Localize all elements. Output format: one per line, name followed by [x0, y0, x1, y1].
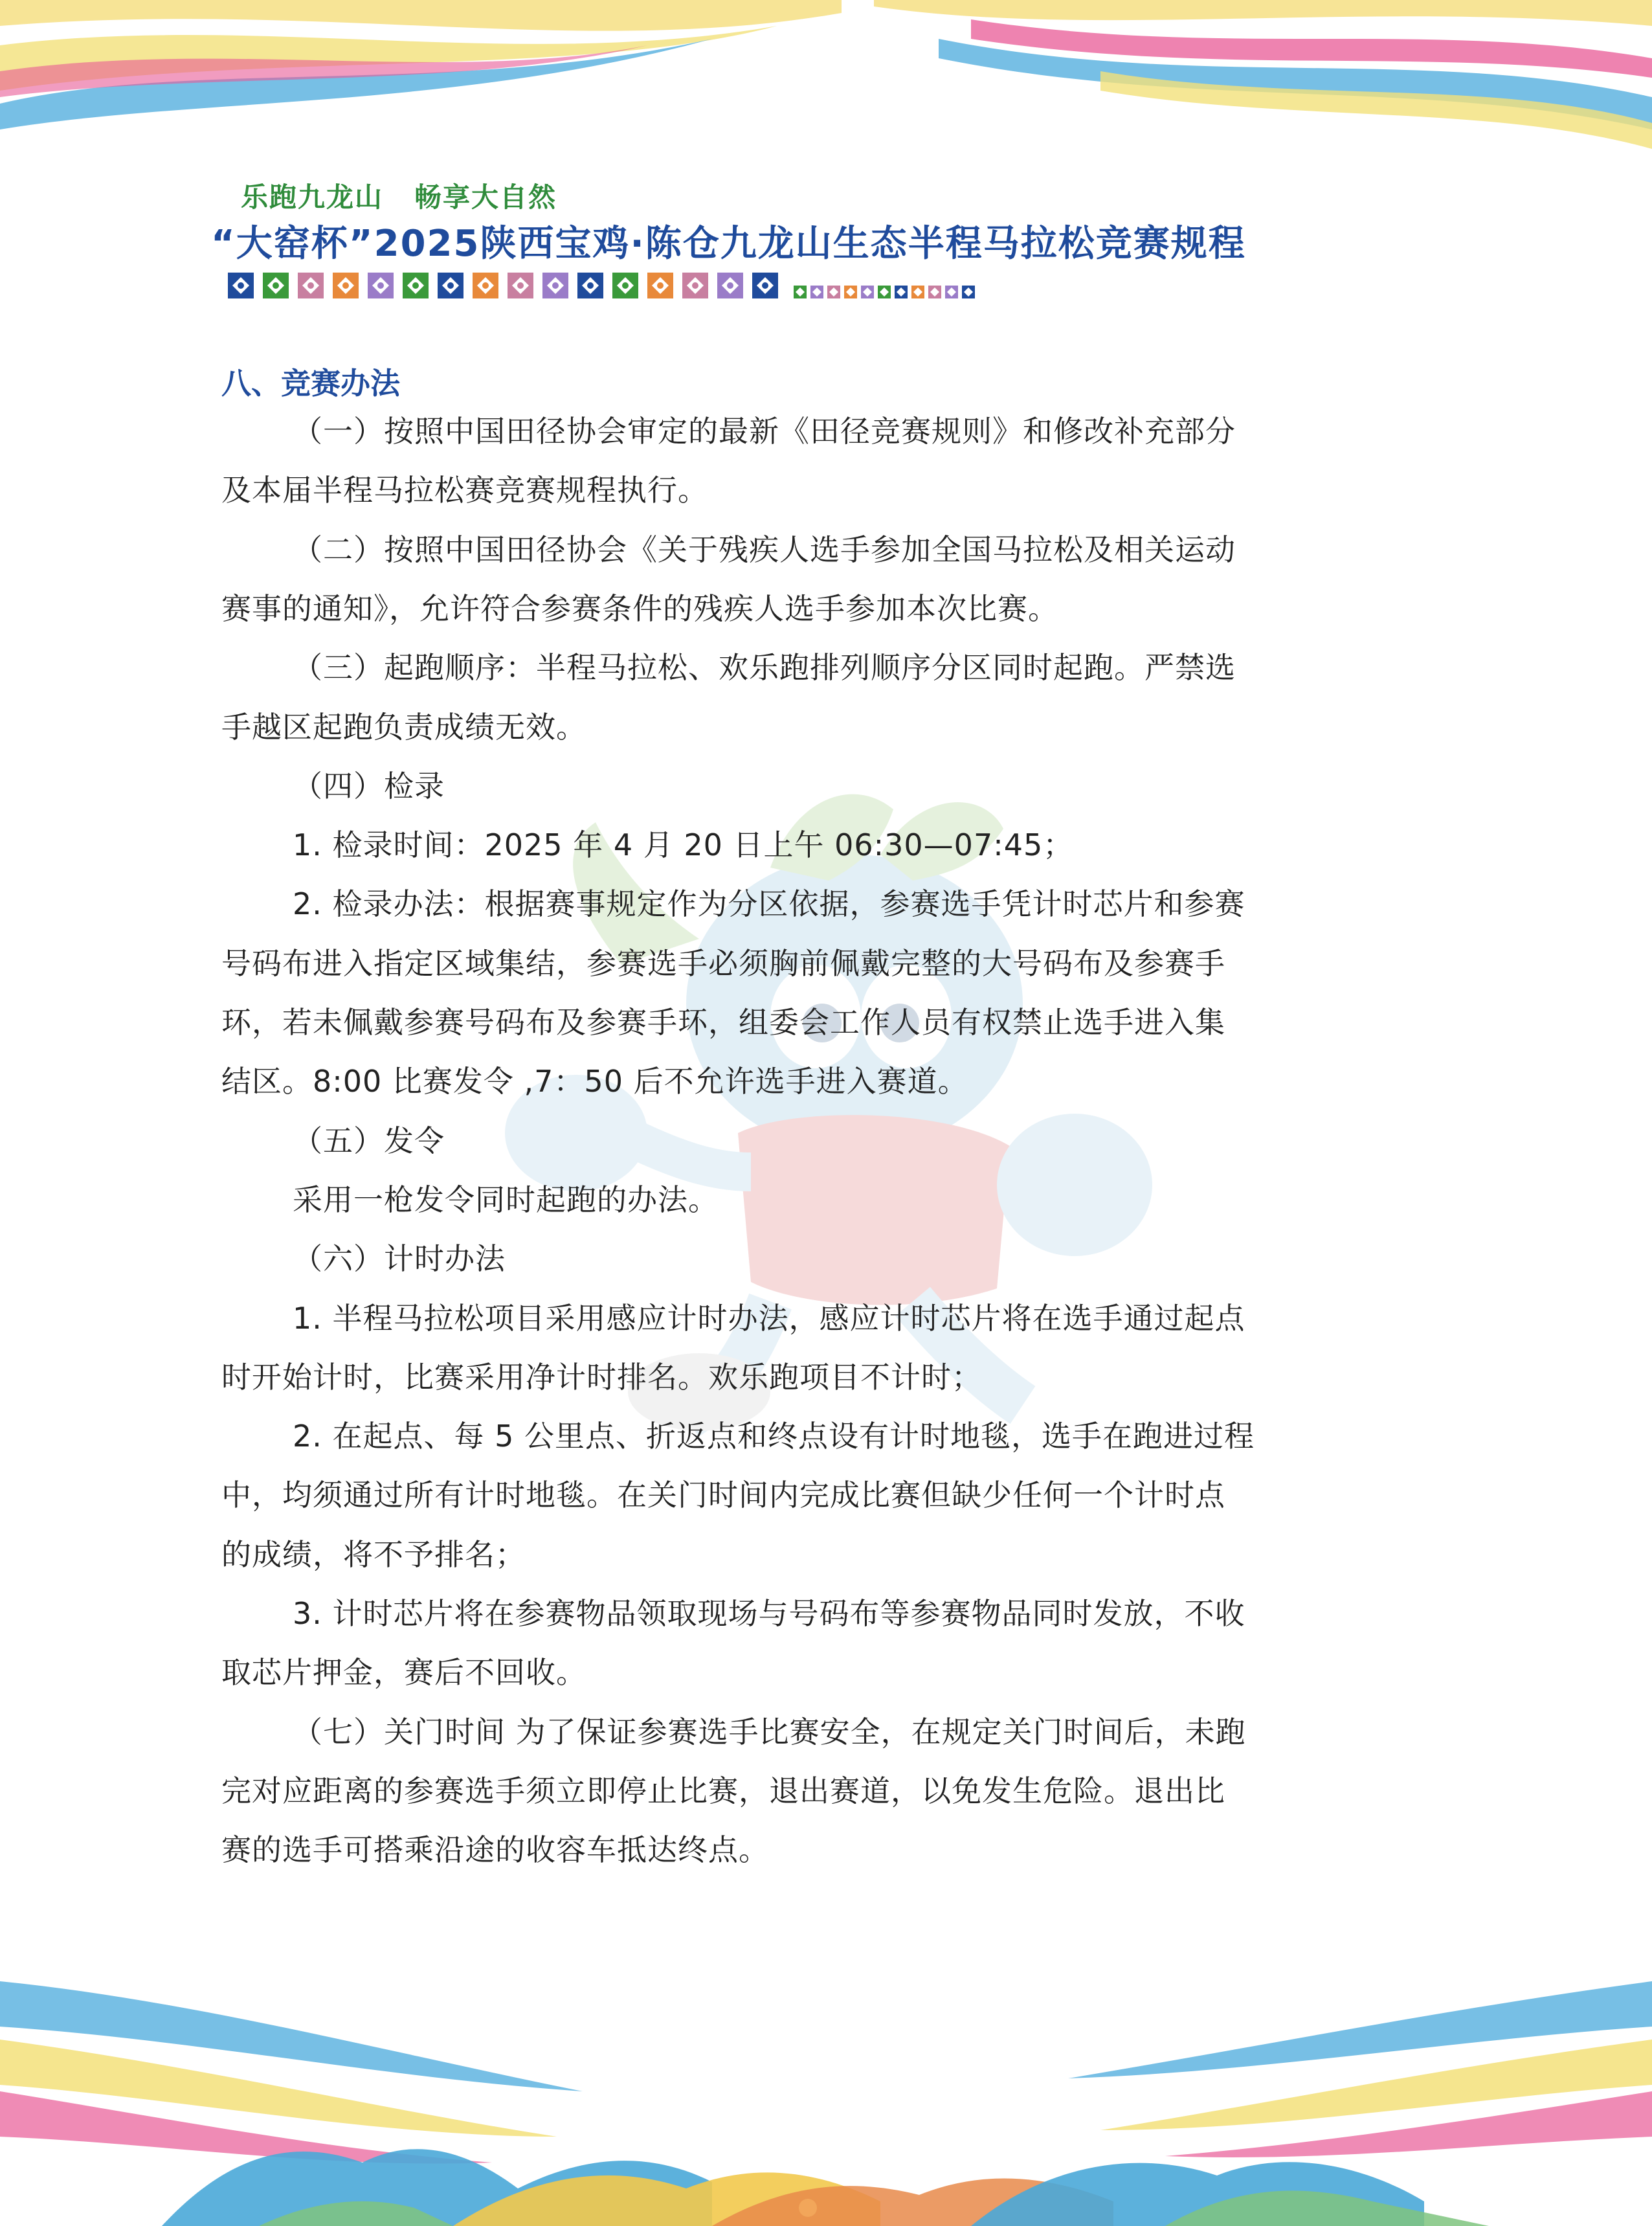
pattern-tile-small	[928, 286, 941, 298]
body-line: （二）按照中国田径协会《关于残疾人选手参加全国马拉松及相关运动	[293, 532, 1236, 567]
body-line: 1. 半程马拉松项目采用感应计时办法，感应计时芯片将在选手通过起点	[293, 1300, 1245, 1336]
body-line: 号码布进入指定区域集结，参赛选手必须胸前佩戴完整的大号码布及参赛手	[221, 945, 1225, 981]
pattern-tile	[647, 273, 673, 298]
body-line: 时开始计时，比赛采用净计时排名。欢乐跑项目不计时；	[221, 1359, 982, 1395]
body-line: 1. 检录时间：2025 年 4 月 20 日上午 06:30—07:45；	[293, 827, 1074, 863]
body-line: 完对应距离的参赛选手须立即停止比赛，退出赛道，以免发生危险。退出比	[221, 1773, 1225, 1808]
body-line: 及本届半程马拉松赛竞赛规程执行。	[221, 473, 708, 508]
slogan-right: 畅享大自然	[414, 181, 557, 213]
pattern-tile-small	[827, 286, 840, 298]
slogan-left: 乐跑九龙山	[241, 181, 384, 213]
pattern-tile-small	[945, 286, 958, 298]
pattern-tile	[403, 273, 429, 298]
pattern-tile	[368, 273, 394, 298]
pattern-tile	[228, 273, 254, 298]
body-line: 采用一枪发令同时起跑的办法。	[293, 1182, 719, 1217]
pattern-tile	[577, 273, 603, 298]
body-line: （五）发令	[293, 1123, 445, 1158]
mascot-watermark	[492, 770, 1165, 1450]
pattern-tile-small	[861, 286, 874, 298]
pattern-tile	[682, 273, 708, 298]
body-line: 中，均须通过所有计时地毯。在关门时间内完成比赛但缺少任何一个计时点	[221, 1478, 1225, 1513]
body-line: 环，若未佩戴参赛号码布及参赛手环，组委会工作人员有权禁止选手进入集	[221, 1005, 1225, 1040]
body-line: （四）检录	[293, 768, 445, 804]
body-line: （一）按照中国田径协会审定的最新《田径竞赛规则》和修改补充部分	[293, 414, 1236, 449]
pattern-tile	[752, 273, 778, 298]
pattern-tile-small	[810, 286, 823, 298]
pattern-tile	[612, 273, 638, 298]
body-line: 的成绩，将不予排名；	[221, 1536, 526, 1572]
pattern-tile	[473, 273, 498, 298]
pattern-tile-small	[911, 286, 924, 298]
pattern-tile	[508, 273, 533, 298]
pattern-tile-small	[794, 286, 807, 298]
body-line: （七）关门时间 为了保证参赛选手比赛安全，在规定关门时间后，未跑	[293, 1714, 1246, 1749]
section-heading: 八、竞赛办法	[221, 366, 400, 401]
pattern-tile	[263, 273, 289, 298]
body-line: 2. 检录办法：根据赛事规定作为分区依据，参赛选手凭计时芯片和参赛	[293, 886, 1245, 922]
body-line: 手越区起跑负责成绩无效。	[221, 709, 586, 745]
decorative-pattern-strip	[228, 269, 979, 301]
pattern-tile-small	[878, 286, 891, 298]
body-line: 结区。8:00 比赛发令 ,7：50 后不允许选手进入赛道。	[221, 1064, 968, 1099]
pattern-tile	[333, 273, 359, 298]
slogan	[241, 176, 557, 215]
pattern-tile	[717, 273, 743, 298]
body-line: 2. 在起点、每 5 公里点、折返点和终点设有计时地毯，选手在跑进过程	[293, 1419, 1255, 1454]
document-title: “大窑杯”2025陕西宝鸡·陈仓九龙山生态半程马拉松竞赛规程	[211, 223, 1246, 265]
top-ribbon-decoration	[0, 0, 1652, 155]
pattern-tile	[298, 273, 324, 298]
body-line: （六）计时办法	[293, 1241, 506, 1277]
pattern-tile-small	[895, 286, 908, 298]
body-line: 3. 计时芯片将在参赛物品领取现场与号码布等参赛物品同时发放，不收	[293, 1596, 1245, 1631]
pattern-tile	[438, 273, 463, 298]
body-line: 赛事的通知》，允许符合参赛条件的残疾人选手参加本次比赛。	[221, 590, 1058, 626]
body-line: （三）起跑顺序：半程马拉松、欢乐跑排列顺序分区同时起跑。严禁选	[293, 650, 1236, 686]
pattern-tile-small	[844, 286, 857, 298]
body-line: 取芯片押金，赛后不回收。	[221, 1655, 586, 1691]
pattern-tile-small	[962, 286, 975, 298]
bottom-hills-decoration	[0, 1942, 1652, 2226]
pattern-tile	[542, 273, 568, 298]
body-line: 赛的选手可搭乘沿途的收容车抵达终点。	[221, 1832, 769, 1868]
